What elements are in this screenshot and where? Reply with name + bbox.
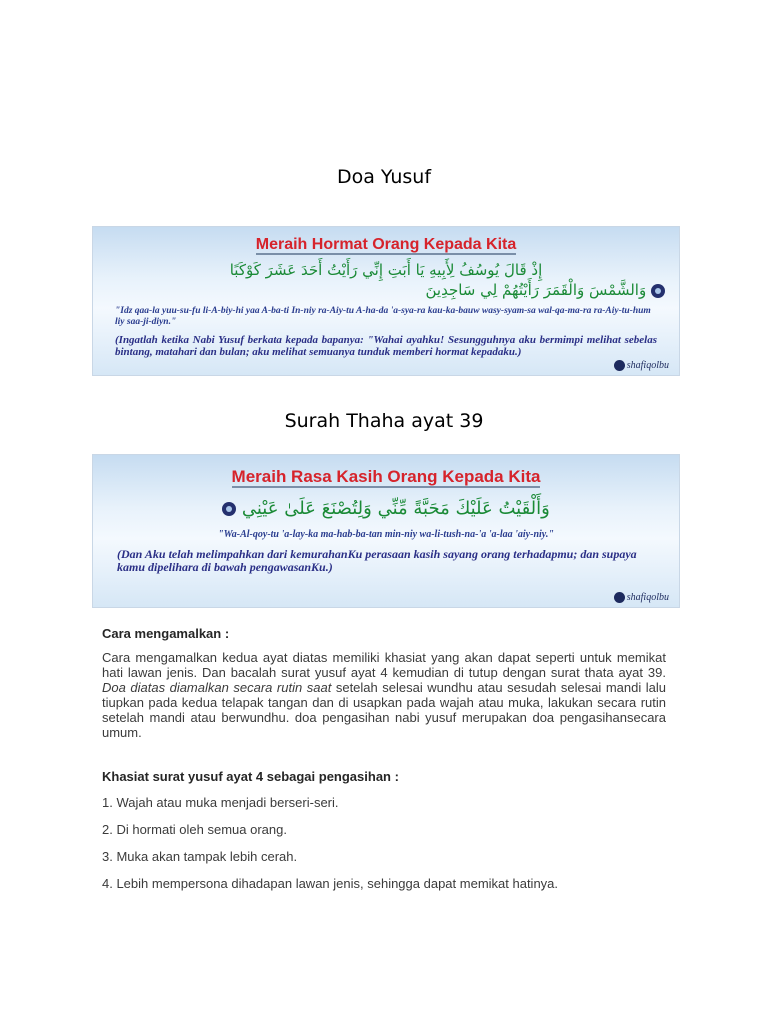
logo-icon: [614, 592, 625, 603]
benefit-item: 4. Lebih mempersona dihadapan lawan jenis, sehingga dapat memikat hatinya.: [102, 876, 559, 891]
arabic-verse-line-2-text: وَالشَّمْسَ وَالْقَمَرَ رَأَيْتُهُمْ لِي سَاجِدِينَ: [425, 281, 647, 299]
arabic-verse-line-1: إِذْ قَالَ يُوسُفُ لِأَبِيهِ يَا أَبَتِ إِنِّي رَأَيْتُ أَحَدَ عَشَرَ كَوْكَبًا: [229, 261, 543, 279]
card-heading: [93, 236, 679, 254]
credit-watermark: [614, 592, 669, 603]
credit-text: shafiqolbu: [626, 359, 669, 371]
benefit-item: 1. Wajah atau muka menjadi berseri-seri.: [102, 795, 339, 810]
card-heading-text: Meraih Rasa Kasih Orang Kepada Kita: [231, 467, 541, 486]
card-heading: [93, 467, 679, 487]
translation: (Dan Aku telah melimpahkan dari kemurahanKu perasaan kasih sayang orang terhadapmu; dan supaya kamu dipelihara di bawah pengawasanKu.): [117, 547, 637, 574]
transliteration: "Wa-Al-qoy-tu 'a-lay-ka ma-hab-ba-tan min-niy wa-li-tush-na-'a 'a-laa 'aiy-niy.": [218, 529, 554, 540]
arabic-verse-line-2: [107, 280, 665, 300]
credit-text: shafiqolbu: [626, 591, 669, 603]
arabic-verse: [153, 497, 619, 521]
benefit-item: 3. Muka akan tampak lebih cerah.: [102, 849, 298, 864]
instructions-text-italic: Doa diatas diamalkan secara rutin saat: [102, 680, 332, 695]
section-title-surah-thaha: Surah Thaha ayat 39: [284, 410, 484, 432]
translation: (Ingatlah ketika Nabi Yusuf berkata kepada bapanya: "Wahai ayahku! Sesungguhnya aku bermimpi melihat sebelas bintang, matahari dan bulan; aku melihat semuanya tunduk memberi hormat kepadaku.): [115, 334, 657, 358]
ayah-marker-icon: [651, 284, 665, 298]
card-heading-text: Meraih Hormat Orang Kepada Kita: [255, 236, 517, 253]
instructions-text-2: setelah selesai wundhu atau sesudah selesai mandi lalu tiupkan pada kedua telapak tangan dan di usapkan pada wajah atau muka, lakukan secara rutin setelah mandi atau berwundhu. doa pengasihan nabi yusuf merupakan doa pengasihansecara umum.: [102, 680, 667, 740]
ayah-marker-icon: [222, 502, 236, 516]
doa-yusuf-image-card: [92, 226, 680, 376]
credit-watermark: [614, 360, 669, 371]
logo-icon: [614, 360, 625, 371]
benefit-item: 2. Di hormati oleh semua orang.: [102, 822, 287, 837]
instructions-paragraph: [102, 650, 666, 740]
transliteration: "Idz qaa-la yuu-su-fu li-A-biy-hi yaa A-ba-ti In-niy ra-Aiy-tu A-ha-da 'a-sya-ra kau-ka-bauw wasy-syam-sa wal-qa-ma-ra ra-Aiy-tu-hum liy saa-ji-diyn.": [115, 306, 651, 327]
arabic-verse-text: وَأَلْقَيْتُ عَلَيْكَ مَحَبَّةً مِّنِّي وَلِتُصْنَعَ عَلَىٰ عَيْنِي: [241, 498, 550, 519]
cara-mengamalkan-heading: Cara mengamalkan :: [102, 626, 230, 641]
surah-thaha-image-card: [92, 454, 680, 608]
section-title-doa-yusuf: Doa Yusuf: [336, 166, 432, 188]
khasiat-heading: Khasiat surat yusuf ayat 4 sebagai pengasihan :: [102, 769, 399, 784]
instructions-text-1: Cara mengamalkan kedua ayat diatas memiliki khasiat yang akan dapat seperti untuk memikat hati lawan jenis. Dan bacalah surat yusuf ayat 4 kemudian di tutup dengan surat thata ayat 39.: [102, 650, 666, 680]
